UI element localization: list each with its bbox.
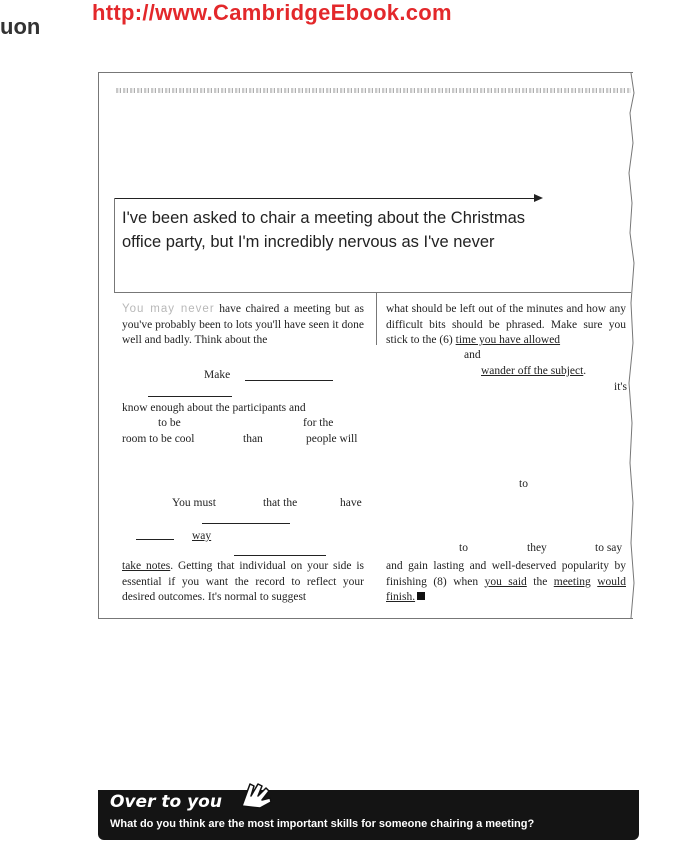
pointing-hand-icon [236, 776, 276, 812]
wander-line [481, 365, 586, 377]
period: . [583, 365, 587, 377]
header-url: http://www.CambridgeEbook.com [92, 0, 452, 25]
take-notes: take notes [122, 560, 171, 572]
left-column-p1 [122, 302, 364, 349]
word-the: the [526, 575, 554, 588]
left-p1-text: have chaired a meeting but as you've probably been to lots you'll have seen it done well and badly. Think about the [122, 303, 365, 346]
word-and: and [464, 349, 481, 361]
over-to-you-title: Over to you [110, 792, 222, 812]
end-square-icon [417, 592, 425, 600]
you-said: you said [484, 575, 527, 588]
faded-lead: You may never [122, 303, 215, 315]
arrow-line [115, 198, 540, 199]
scan-texture [116, 88, 631, 93]
word-room: room to be cool [122, 433, 195, 445]
word-than: than [243, 433, 263, 445]
meeting: meeting [553, 575, 591, 588]
word-to: to [519, 478, 528, 490]
word-that-the: that the [263, 497, 298, 509]
gap-line [234, 555, 326, 556]
left-p2-text: know enough about the participants and [122, 402, 306, 414]
word-its: it's [614, 381, 627, 393]
left-p3-text: . Getting that individual on your side is essential if you want the record to reflect your desired outcomes. It's normal to suggest [122, 560, 364, 603]
word-have: have [340, 497, 362, 509]
gap-line [245, 380, 333, 381]
left-p3 [122, 559, 364, 606]
word-make: Make [204, 369, 231, 381]
header-fragment: uon [0, 14, 41, 39]
right-p1-text: what should be left out of the minutes and how any difficult bits should be phrased. Make sure you stick to the (6) [386, 303, 626, 346]
word-to-say: to say [595, 542, 623, 554]
over-to-you-question: What do you think are the most important skills for someone chairing a meeting? [110, 818, 535, 830]
gap-line [148, 396, 232, 397]
intro-text: I've been asked to chair a meeting about the Christmas office party, but I'm incredibly nervous as I've never [122, 209, 526, 251]
column-divider [376, 293, 377, 345]
gap-line [202, 523, 290, 524]
right-column-p1 [386, 302, 626, 349]
gap-line [136, 539, 174, 540]
would-finish: would finish. [386, 575, 626, 603]
right-end-text: and gain lasting and well-deserved popularity by finishing (8) when [386, 560, 626, 588]
word-for-the: for the [303, 417, 334, 429]
word-way: way [192, 530, 212, 542]
word-they: they [527, 542, 547, 554]
arrow-icon [534, 194, 543, 202]
word-you-must: You must [172, 497, 216, 509]
word-to-be: to be [158, 417, 181, 429]
time-allowed: time you have allowed [455, 334, 561, 346]
word-people: people will [306, 433, 358, 445]
word-to: to [459, 542, 468, 554]
torn-edge-icon [627, 73, 635, 618]
right-column-end [386, 559, 626, 606]
wander-off: wander off the subject [481, 365, 584, 377]
